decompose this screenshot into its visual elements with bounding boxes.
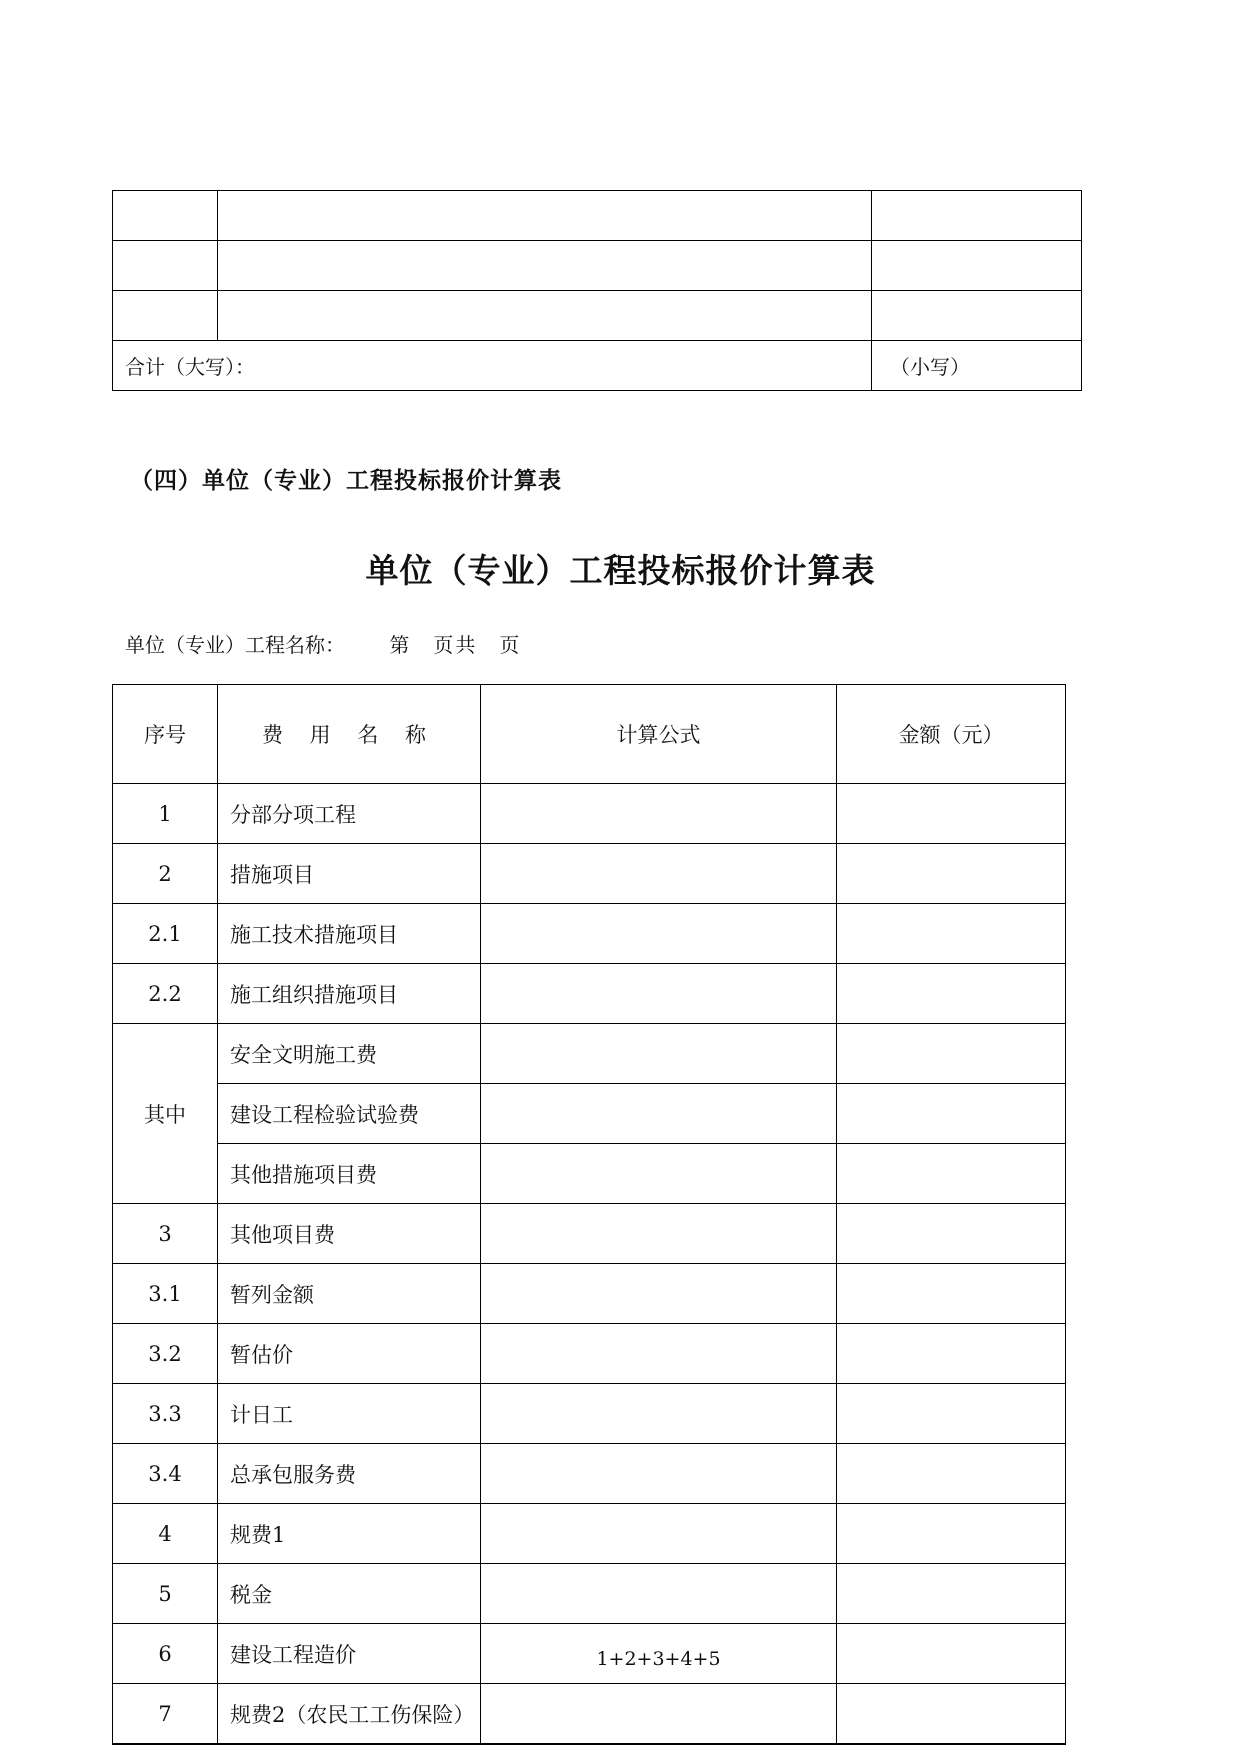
table-row: [113, 1624, 1066, 1684]
name-cell: 其他措施项目费: [218, 1144, 481, 1204]
seq-cell: [113, 191, 218, 241]
amount-cell: [872, 191, 1082, 241]
amount-cell: [837, 1084, 1066, 1144]
table-row: [113, 964, 1066, 1024]
section-heading: （四）单位（专业）工程投标报价计算表: [130, 468, 562, 494]
group-label-cell: 其中: [113, 1024, 218, 1204]
table-row: [113, 1084, 1066, 1144]
table-row: [113, 1324, 1066, 1384]
header-name: 费 用 名 称: [218, 685, 481, 784]
formula-cell: [481, 1504, 837, 1564]
seq-cell: 4: [113, 1504, 218, 1564]
summary-table: [112, 190, 1082, 391]
amount-cell: [837, 844, 1066, 904]
name-cell: 施工技术措施项目: [218, 904, 481, 964]
name-cell: 建设工程检验试验费: [218, 1084, 481, 1144]
total-row: [113, 341, 1082, 391]
name-cell: 规费1: [218, 1504, 481, 1564]
formula-cell: [481, 1264, 837, 1324]
formula-cell: [481, 1324, 837, 1384]
name-cell: 规费2（农民工工伤保险）: [218, 1684, 481, 1745]
table-row: [113, 1504, 1066, 1564]
amount-cell: [872, 291, 1082, 341]
table-row: [113, 904, 1066, 964]
header-amount: 金额（元）: [837, 685, 1066, 784]
formula-cell: [481, 1444, 837, 1504]
formula-cell: [481, 1564, 837, 1624]
total-upper-label: 合计（大写）：: [113, 341, 872, 391]
table-row: [113, 844, 1066, 904]
amount-cell: [837, 1624, 1066, 1684]
name-cell: 总承包服务费: [218, 1444, 481, 1504]
table-row: [113, 191, 1082, 241]
table-row: [113, 1564, 1066, 1624]
name-cell: 措施项目: [218, 844, 481, 904]
table-row: [113, 784, 1066, 844]
amount-cell: [837, 1444, 1066, 1504]
page-info: 第 页共 页: [389, 633, 522, 657]
amount-cell: [837, 964, 1066, 1024]
seq-cell: [113, 291, 218, 341]
formula-cell: [481, 904, 837, 964]
name-cell: 其他项目费: [218, 1204, 481, 1264]
table-row: [113, 1444, 1066, 1504]
table-row: [113, 1204, 1066, 1264]
table-row: [113, 1684, 1066, 1745]
formula-cell: [481, 844, 837, 904]
table-row: [113, 1024, 1066, 1084]
amount-cell: [837, 904, 1066, 964]
formula-cell: [481, 1024, 837, 1084]
header-row: [113, 685, 1066, 784]
table-row: [113, 1144, 1066, 1204]
amount-cell: [872, 241, 1082, 291]
total-lower-label: （小写）: [872, 341, 1082, 391]
seq-cell: 3.3: [113, 1384, 218, 1444]
name-cell: [218, 241, 872, 291]
formula-cell: [481, 1684, 837, 1745]
table-row: [113, 291, 1082, 341]
meta-line: [125, 629, 521, 658]
name-cell: 税金: [218, 1564, 481, 1624]
page-title: 单位（专业）工程投标报价计算表: [365, 551, 876, 590]
seq-cell: 2.1: [113, 904, 218, 964]
amount-cell: [837, 1324, 1066, 1384]
amount-cell: [837, 1024, 1066, 1084]
formula-cell: [481, 1144, 837, 1204]
formula-cell: [481, 1084, 837, 1144]
seq-cell: 3.1: [113, 1264, 218, 1324]
table-row: [113, 241, 1082, 291]
name-cell: 安全文明施工费: [218, 1024, 481, 1084]
seq-cell: 2.2: [113, 964, 218, 1024]
amount-cell: [837, 1384, 1066, 1444]
name-cell: 暂估价: [218, 1324, 481, 1384]
seq-cell: 2: [113, 844, 218, 904]
name-cell: 施工组织措施项目: [218, 964, 481, 1024]
seq-cell: 3: [113, 1204, 218, 1264]
name-cell: [218, 191, 872, 241]
seq-cell: 5: [113, 1564, 218, 1624]
amount-cell: [837, 1264, 1066, 1324]
amount-cell: [837, 784, 1066, 844]
name-cell: [218, 291, 872, 341]
formula-cell: [481, 1384, 837, 1444]
header-seq: 序号: [113, 685, 218, 784]
project-name-label: 单位（专业）工程名称：: [125, 633, 345, 657]
formula-cell: [481, 784, 837, 844]
table-row: [113, 1264, 1066, 1324]
seq-cell: [113, 241, 218, 291]
name-cell: 暂列金额: [218, 1264, 481, 1324]
name-cell: 计日工: [218, 1384, 481, 1444]
seq-cell: 6: [113, 1624, 218, 1684]
formula-cell: [481, 1204, 837, 1264]
amount-cell: [837, 1564, 1066, 1624]
formula-cell: 1+2+3+4+5: [481, 1624, 837, 1684]
seq-cell: 3.4: [113, 1444, 218, 1504]
table-row: [113, 1384, 1066, 1444]
header-formula: 计算公式: [481, 685, 837, 784]
seq-cell: 1: [113, 784, 218, 844]
calculation-table: [112, 684, 1066, 1745]
amount-cell: [837, 1684, 1066, 1745]
seq-cell: 7: [113, 1684, 218, 1745]
name-cell: 分部分项工程: [218, 784, 481, 844]
seq-cell: 3.2: [113, 1324, 218, 1384]
amount-cell: [837, 1504, 1066, 1564]
amount-cell: [837, 1144, 1066, 1204]
formula-cell: [481, 964, 837, 1024]
name-cell: 建设工程造价: [218, 1624, 481, 1684]
amount-cell: [837, 1204, 1066, 1264]
